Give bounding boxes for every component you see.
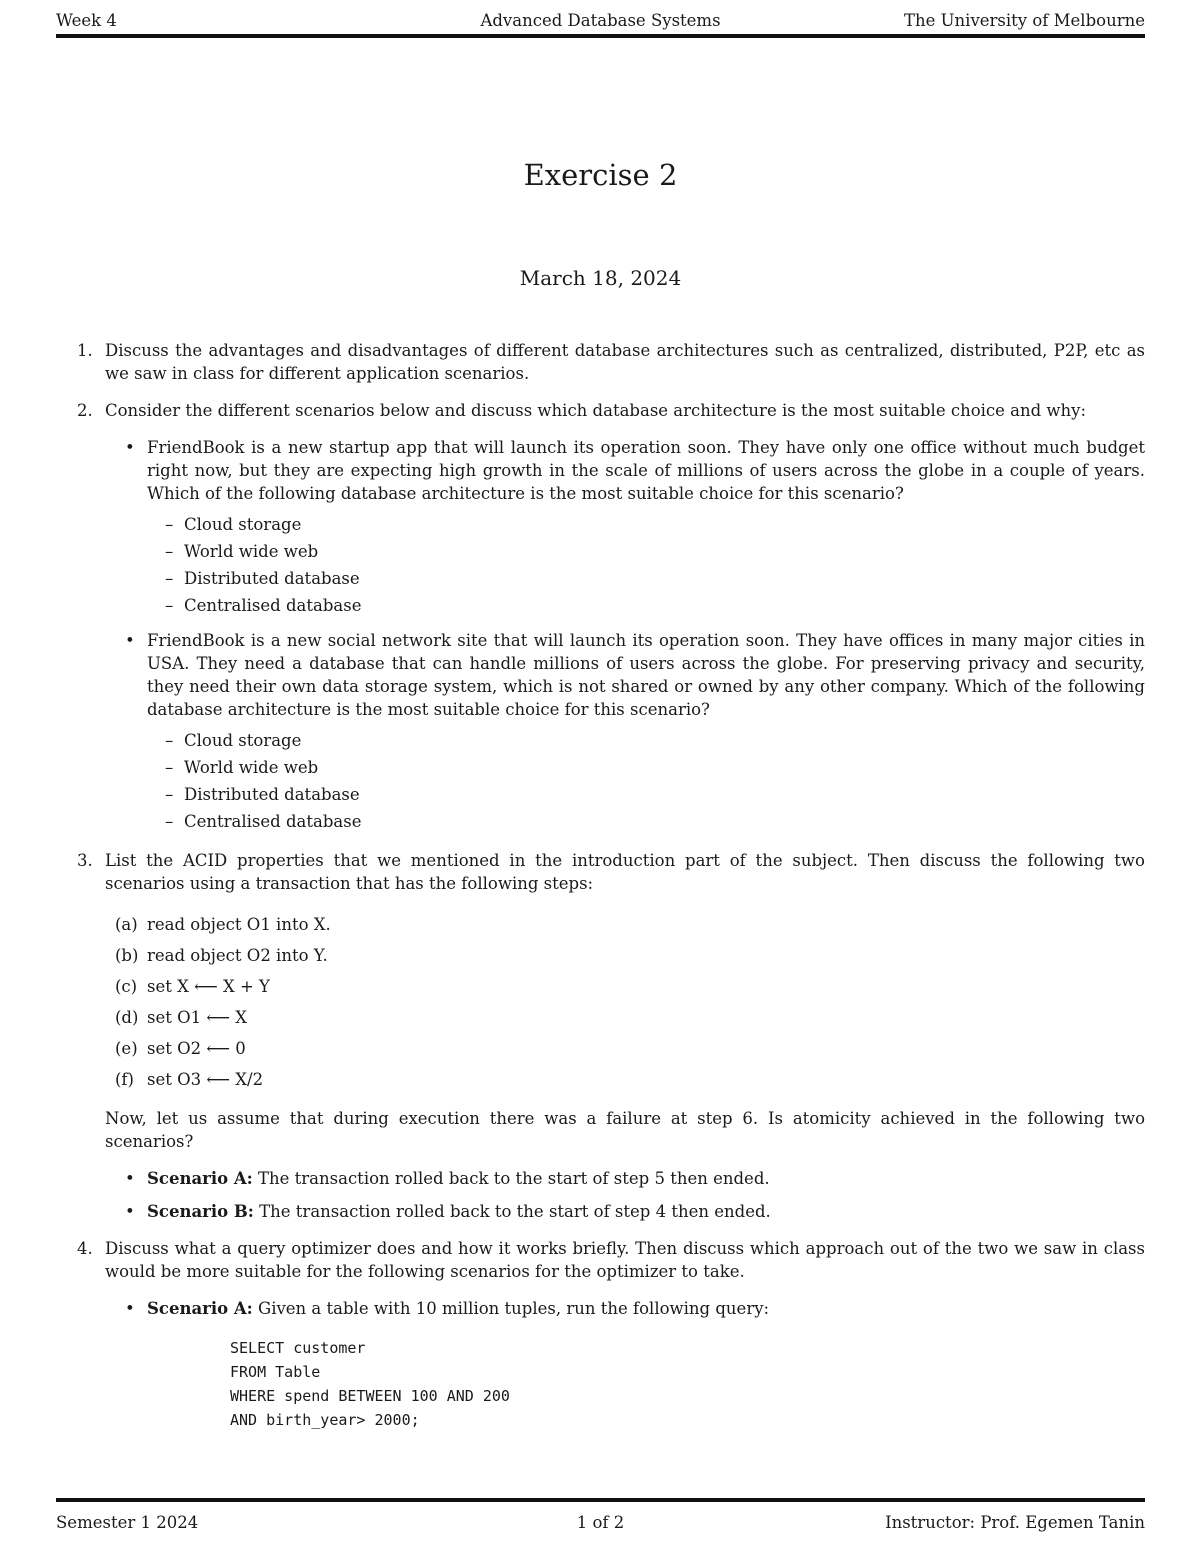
step-item [105,1004,1145,1035]
dash-icon: – [165,569,174,588]
step-item [105,911,1145,942]
dash-icon: – [165,731,174,750]
step-label: (c) [115,977,138,996]
step-label: (f) [115,1070,134,1089]
page-title: Exercise 2 [523,158,678,192]
option-item [147,592,1145,619]
step-text: set O2 ⟵ 0 [147,1039,246,1058]
option-text: Centralised database [184,596,362,615]
scenario-label: Scenario A: [147,1299,253,1318]
bullet-icon: • [125,438,135,457]
page-header [56,9,1145,33]
question-list [56,339,1145,1432]
bullet-icon: • [125,1299,135,1318]
sql-query: SELECT customer FROM Table WHERE spend BETWEEN 100 AND 200 AND birth_year> 2000; [230,1339,510,1429]
scenario-list [105,1297,1145,1432]
option-text: Cloud storage [184,731,302,750]
question-1 [56,339,1145,385]
scenario-list [105,436,1145,835]
step-label: (b) [115,946,139,965]
step-item [105,973,1145,1004]
option-text: World wide web [184,542,319,561]
option-item [147,538,1145,565]
dash-icon: – [165,542,174,561]
option-item [147,727,1145,754]
dash-icon: – [165,596,174,615]
question-number: 1. [77,341,93,360]
scenario-label: Scenario A: [147,1169,253,1188]
question-number: 2. [77,401,93,420]
option-list [147,727,1145,835]
step-item [105,942,1145,973]
footer-semester: Semester 1 2024 [56,1513,199,1532]
question-number: 3. [77,851,93,870]
option-item [147,511,1145,538]
question-text: List the ACID properties that we mentioned in the introduction part of the subject. Then discuss the following two scenarios using a transaction that has the following steps: [105,851,1145,893]
step-item [105,1035,1145,1066]
header-rule [56,34,1145,38]
step-item [105,1066,1145,1097]
scenario-list [105,1167,1145,1223]
scenario-item [105,1200,1145,1223]
bullet-icon: • [125,1202,135,1221]
option-text: Cloud storage [184,515,302,534]
dash-icon: – [165,812,174,831]
exercise-content [56,339,1145,1446]
dash-icon: – [165,515,174,534]
dash-icon: – [165,785,174,804]
header-university: The University of Melbourne [904,11,1145,30]
scenario-text: FriendBook is a new social network site that will launch its operation soon. They have offices in many major cities in USA. They need a database that can handle millions of users across the globe. For preserving privacy and security, they need their own data storage system, which is not shared or owned by any other company. Which of the following database architecture is the most suitable choice for this scenario? [147,631,1145,719]
question-3 [56,849,1145,1223]
scenario-text: The transaction rolled back to the start of step 4 then ended. [259,1202,771,1221]
question-text: Discuss the advantages and disadvantages of different database architectures such as centralized, distributed, P2P, etc as we saw in class for different application scenarios. [105,341,1145,383]
option-text: Distributed database [184,569,360,588]
option-text: World wide web [184,758,319,777]
question-2 [56,399,1145,835]
step-label: (d) [115,1008,139,1027]
step-text: read object O1 into X. [147,915,331,934]
page-date: March 18, 2024 [519,266,682,290]
transaction-steps [105,911,1145,1097]
step-text: set X ⟵ X + Y [147,977,270,996]
scenario-item [105,629,1145,835]
scenario-label: Scenario B: [147,1202,254,1221]
scenario-item [105,1297,1145,1432]
scenario-text: Given a table with 10 million tuples, run the following query: [258,1299,770,1318]
bullet-icon: • [125,631,135,650]
dash-icon: – [165,758,174,777]
option-item [147,754,1145,781]
header-week: Week 4 [56,11,117,30]
question-text: Consider the different scenarios below and discuss which database architecture is the most suitable choice and why: [105,401,1087,420]
footer-instructor: Instructor: Prof. Egemen Tanin [885,1513,1145,1532]
step-text: set O1 ⟵ X [147,1008,248,1027]
option-list [147,511,1145,619]
question-number: 4. [77,1239,93,1258]
scenario-text: FriendBook is a new startup app that will launch its operation soon. They have only one office without much budget right now, but they are expecting high growth in the scale of millions of users across the globe in a couple of years. Which of the following database architecture is the most suitable choice for this scenario? [147,438,1145,503]
option-text: Distributed database [184,785,360,804]
followup-text: Now, let us assume that during execution there was a failure at step 6. Is atomicity achieved in the following two scenarios? [105,1109,1145,1151]
option-item [147,808,1145,835]
page-footer [56,1511,1145,1535]
option-text: Centralised database [184,812,362,831]
header-course: Advanced Database Systems [480,11,721,30]
scenario-item [105,436,1145,619]
scenario-text: The transaction rolled back to the start of step 5 then ended. [258,1169,770,1188]
step-label: (e) [115,1039,138,1058]
step-text: read object O2 into Y. [147,946,328,965]
question-text: Discuss what a query optimizer does and how it works briefly. Then discuss which approach out of the two we saw in class would be more suitable for the following scenarios for the optimizer to take. [105,1239,1145,1281]
question-4 [56,1237,1145,1432]
footer-rule [56,1498,1145,1502]
option-item [147,781,1145,808]
document-page [56,0,1145,1553]
step-label: (a) [115,915,138,934]
bullet-icon: • [125,1169,135,1188]
footer-page-number: 1 of 2 [576,1513,625,1532]
scenario-item [105,1167,1145,1190]
option-item [147,565,1145,592]
step-text: set O3 ⟵ X/2 [147,1070,264,1089]
